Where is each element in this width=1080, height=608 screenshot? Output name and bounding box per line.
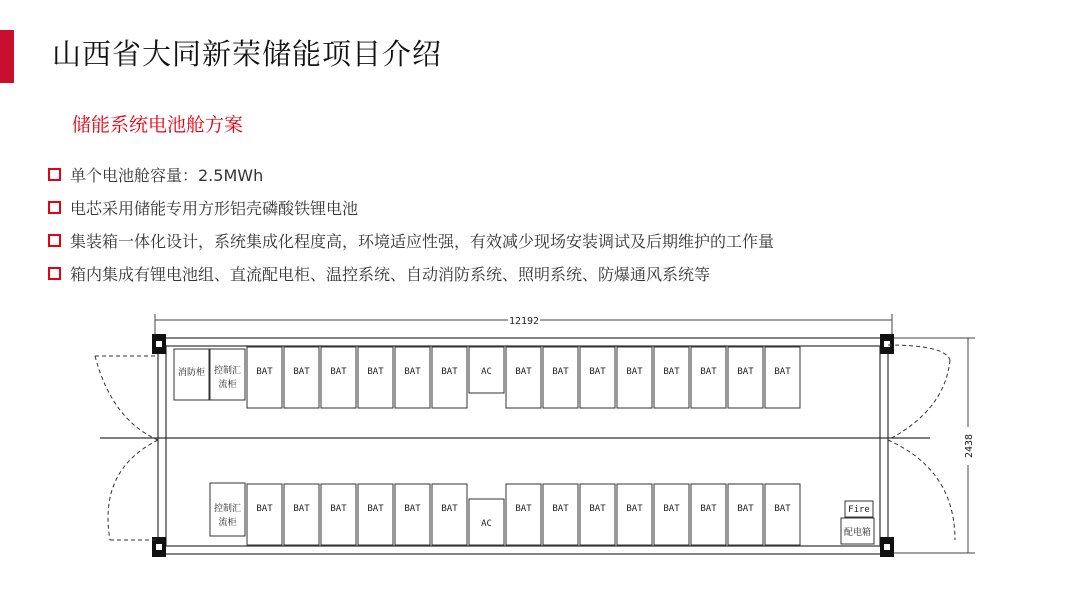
battery-module-label-top-8: BAT: [552, 367, 569, 377]
battery-module-bottom-12: [691, 484, 726, 545]
battery-module-top-0: [247, 347, 282, 408]
battery-module-label-top-13: BAT: [737, 367, 754, 377]
battery-module-label-bottom-8: BAT: [552, 504, 569, 514]
control-cabinet-bottom-label-1: 控制汇: [213, 504, 242, 514]
distribution-box-label: 配电箱: [843, 528, 872, 538]
battery-rack-row-top: [247, 347, 800, 408]
battery-module-label-bottom-4: BAT: [404, 504, 421, 514]
battery-module-bottom-13: [728, 484, 763, 545]
control-cabinet-top-label-2: 流柜: [218, 380, 237, 390]
battery-module-bottom-5: [432, 484, 467, 545]
battery-module-label-top-3: BAT: [367, 367, 384, 377]
battery-module-label-top-2: BAT: [330, 367, 347, 377]
ac-unit-label-top-6: AC: [481, 367, 492, 377]
bullet-text: 箱内集成有锂电池组、直流配电柜、温控系统、自动消防系统、照明系统、防爆通风系统等: [70, 265, 711, 284]
battery-module-label-bottom-10: BAT: [626, 504, 643, 514]
battery-module-top-5: [432, 347, 467, 408]
bullet-text: 集装箱一体化设计，系统集成化程度高，环境适应性强，有效减少现场安装调试及后期维护的工作量: [70, 232, 775, 251]
fire-panel-label: Fire: [848, 505, 870, 515]
battery-module-label-bottom-5: BAT: [441, 504, 458, 514]
section-subtitle: 储能系统电池舱方案: [72, 114, 244, 136]
battery-module-label-bottom-11: BAT: [663, 504, 680, 514]
battery-module-label-top-7: BAT: [515, 367, 532, 377]
battery-module-top-7: [506, 347, 541, 408]
battery-module-label-bottom-1: BAT: [293, 504, 310, 514]
battery-module-label-bottom-9: BAT: [589, 504, 606, 514]
battery-module-bottom-1: [284, 484, 319, 545]
length-dimension-label: 12192: [508, 316, 540, 327]
battery-module-top-14: [765, 347, 800, 408]
battery-module-bottom-8: [543, 484, 578, 545]
battery-module-label-bottom-0: BAT: [256, 504, 273, 514]
battery-module-label-top-1: BAT: [293, 367, 310, 377]
battery-module-bottom-7: [506, 484, 541, 545]
battery-module-label-top-4: BAT: [404, 367, 421, 377]
battery-module-top-2: [321, 347, 356, 408]
bullet-text: 单个电池舱容量：2.5MWh: [70, 166, 264, 185]
battery-module-label-bottom-2: BAT: [330, 504, 347, 514]
battery-module-top-1: [284, 347, 319, 408]
battery-module-top-11: [654, 347, 689, 408]
battery-module-label-top-0: BAT: [256, 367, 273, 377]
battery-rack-row-bottom: [247, 484, 800, 545]
battery-module-label-bottom-3: BAT: [367, 504, 384, 514]
battery-module-label-top-14: BAT: [774, 367, 791, 377]
page-title: 山西省大同新荣储能项目介绍: [52, 37, 443, 71]
battery-module-top-3: [358, 347, 393, 408]
control-cabinet-bottom-label-2: 流柜: [218, 518, 237, 528]
battery-module-top-12: [691, 347, 726, 408]
battery-module-bottom-4: [395, 484, 430, 545]
battery-module-top-10: [617, 347, 652, 408]
battery-module-top-8: [543, 347, 578, 408]
battery-module-label-top-10: BAT: [626, 367, 643, 377]
battery-module-bottom-14: [765, 484, 800, 545]
battery-module-bottom-9: [580, 484, 615, 545]
battery-module-label-top-5: BAT: [441, 367, 458, 377]
battery-module-top-4: [395, 347, 430, 408]
battery-module-label-top-11: BAT: [663, 367, 680, 377]
battery-module-label-top-9: BAT: [589, 367, 606, 377]
battery-module-label-top-12: BAT: [700, 367, 717, 377]
width-dimension-label: 2438: [964, 433, 975, 459]
battery-module-bottom-0: [247, 484, 282, 545]
control-cabinet-top-label-1: 控制汇: [213, 366, 242, 376]
battery-module-bottom-3: [358, 484, 393, 545]
battery-module-top-13: [728, 347, 763, 408]
fire-cabinet-label: 消防柜: [177, 368, 206, 378]
ac-unit-label-bottom-6: AC: [481, 519, 492, 529]
battery-module-bottom-10: [617, 484, 652, 545]
battery-module-top-9: [580, 347, 615, 408]
battery-module-label-bottom-14: BAT: [774, 504, 791, 514]
battery-module-bottom-2: [321, 484, 356, 545]
battery-module-label-bottom-12: BAT: [700, 504, 717, 514]
battery-module-label-bottom-7: BAT: [515, 504, 532, 514]
bullet-text: 电芯采用储能专用方形铝壳磷酸铁锂电池: [70, 199, 359, 218]
battery-module-bottom-11: [654, 484, 689, 545]
battery-module-label-bottom-13: BAT: [737, 504, 754, 514]
